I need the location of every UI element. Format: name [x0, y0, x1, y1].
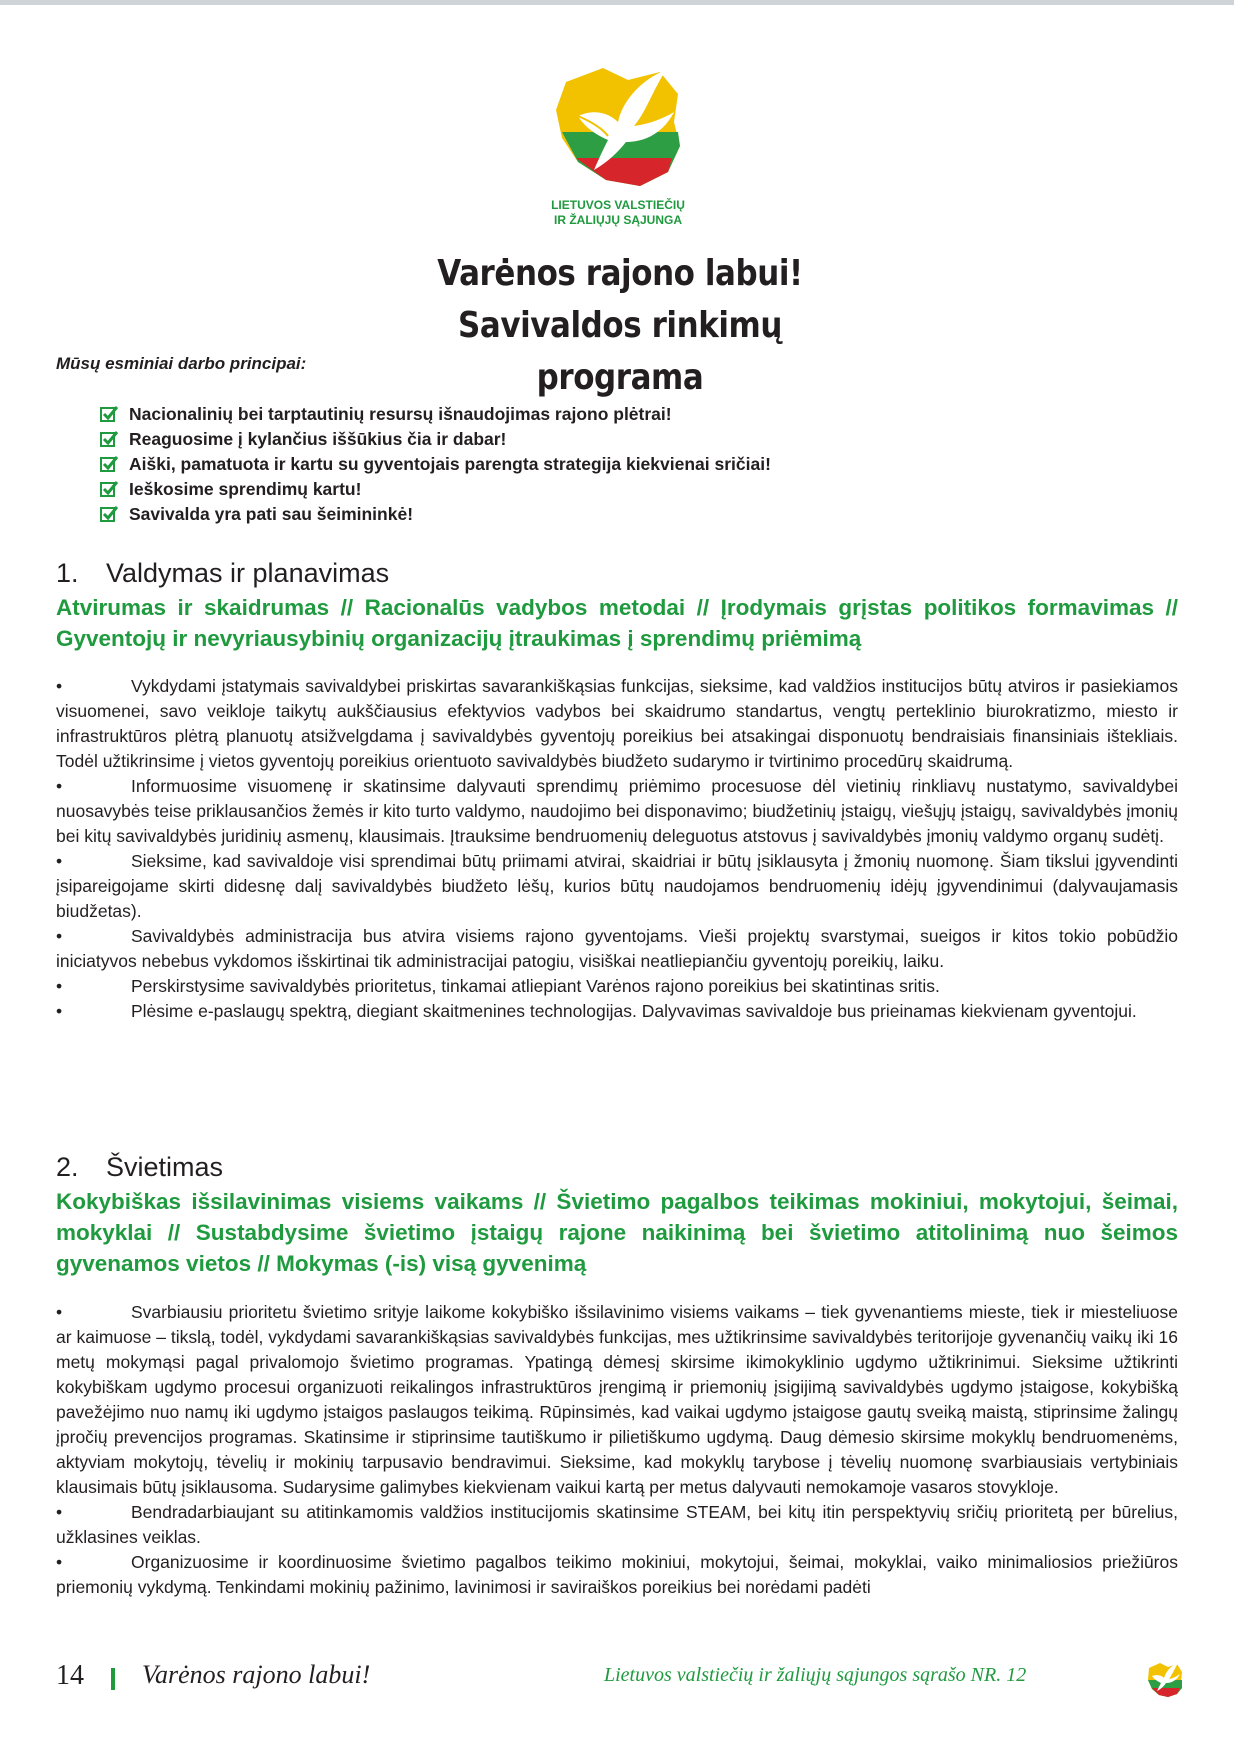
page-title	[371, 248, 870, 404]
section-2-paragraphs	[56, 1300, 1178, 1600]
checkbox-checked-icon	[100, 432, 115, 447]
principle-text: Nacionalinių bei tarptautinių resursų išnaudojimas rajono plėtrai!	[129, 404, 672, 424]
party-name-line1: LIETUVOS VALSTIEČIŲ	[551, 198, 685, 212]
page-number: 14	[56, 1660, 84, 1691]
section-2-heading	[56, 1152, 223, 1183]
page-footer	[56, 1660, 1178, 1700]
principle-item	[100, 502, 771, 527]
top-border	[0, 0, 1234, 5]
section-1-subtitle: Atvirumas ir skaidrumas // Racionalūs vadybos metodai // Įrodymais grįstas politikos formavimas // Gyventojų ir nevyriausybinių organizacijų įtraukimas į sprendimų priėmimą	[56, 595, 1178, 651]
principle-text: Ieškosime sprendimų kartu!	[129, 479, 362, 499]
checkbox-checked-icon	[100, 457, 115, 472]
paragraph: • Perskirstysime savivaldybės prioritetus, tinkamai atliepiant Varėnos rajono poreikius bei skatintinas sritis.	[56, 974, 1178, 999]
paragraph: • Plėsime e-paslaugų spektrą, diegiant skaitmenines technologijas. Dalyvavimas savivaldoje bus prieinamas kiekvienam gyventojui.	[56, 999, 1178, 1024]
party-name	[520, 198, 716, 228]
principle-item	[100, 402, 771, 427]
paragraph: • Bendradarbiaujant su atitinkamomis valdžios institucijomis skatinsime STEAM, bei kitų itin perspektyvių sričių prioritetą per būrelius, užklasines veiklas.	[56, 1500, 1178, 1550]
section-2-subtitle: Kokybiškas išsilavinimas visiems vaikams // Švietimo pagalbos teikimas mokiniui, mokytojui, šeimai, mokyklai // Sustabdysime švietimo įstaigų rajone naikinimą bei švietimo atitolinimą nuo šeimos gyvenamos vietos // Mokymas (-is) visą gyvenimą	[56, 1189, 1178, 1276]
footer-right-text: Lietuvos valstiečių ir žaliųjų sąjungos sąrašo NR. 12	[604, 1664, 1027, 1686]
principle-text: Savivalda yra pati sau šeimininkė!	[129, 504, 414, 524]
principle-item	[100, 452, 771, 477]
title-line2: Savivaldos rinkimų programa	[457, 305, 782, 398]
principle-item	[100, 427, 771, 452]
section-1-heading	[56, 558, 389, 589]
principle-text: Reaguosime į kylančius iššūkius čia ir dabar!	[129, 429, 507, 449]
section-number: 2.	[56, 1152, 79, 1182]
party-name-line2: IR ŽALIŲJŲ SĄJUNGA	[553, 213, 682, 227]
principle-item	[100, 477, 771, 502]
title-line1: Varėnos rajono labui!	[437, 253, 803, 294]
party-logo-small-icon	[1144, 1660, 1184, 1698]
section-title: Švietimas	[106, 1152, 224, 1182]
paragraph: • Svarbiausiu prioritetu švietimo srityje laikome kokybiško išsilavinimo visiems vaikams – tiek gyvenantiems mieste, tiek ir miesteliuose ar kaimuose – tikslą, todėl, vykdydami savarankiškąsias savivaldybės funkcijas, mes užtikrinsime savivaldybės teritorijoje gyvenančių vaikų iki 16 metų mokymąsi pagal privalomojo švietimo programas. Ypatingą dėmesį skirsime ikimokyklinio ugdymo užtikrinimui. Sieksime užtikrinti kokybiškam ugdymo procesui organizuoti reikalingos infrastruktūros įrengimą ir priemonių įsigijimą savivaldybės ugdymo įstaigose, kokybišką pavežėjimo nuo namų iki ugdymo įstaigos paslaugos teikimą. Rūpinsimės, kad vaikai ugdymo įstaigose gautų sveiką maistą, stiprinsime žalingų įpročių prevencijos programas. Skatinsime ir stiprinsime tautiškumo ir pilietiškumo ugdymą. Daug dėmesio skirsime mokyklų bendruomenėms, aktyviam mokytojų, tėvelių ir mokinių tarpusavio bendravimui. Sieksime, kad mokyklų tarybose į tėvelių nuomonę svarbiausiais vertybiniais klausimais būtų įsiklausoma. Sudarysime galimybes kiekvienam vaikui kartą per metus dalyvauti nemokamoje vasaros stovykloje.	[56, 1300, 1178, 1500]
paragraph: • Informuosime visuomenę ir skatinsime dalyvauti sprendimų priėmimo procesuose dėl vietinių rinkliavų nustatymo, savivaldybei nuosavybės teise priklausančios žemės ir kito turto valdymo, naudojimo bei disponavimo; biudžetinių įstaigų, viešųjų įstaigų, savivaldybės įmonių bei kitų savivaldybės juridinių asmenų, klausimais. Įtrauksime bendruomenių deleguotus atstovus į savivaldybės įmonių valdymo organų sudėtį.	[56, 774, 1178, 849]
principles-list	[100, 402, 771, 527]
section-1-paragraphs	[56, 674, 1178, 1024]
checkbox-checked-icon	[100, 507, 115, 522]
section-number: 1.	[56, 558, 79, 588]
party-logo-icon	[548, 62, 688, 192]
principles-label: Mūsų esminiai darbo principai:	[56, 354, 307, 373]
paragraph: • Savivaldybės administracija bus atvira visiems rajono gyventojams. Vieši projektų svarstymai, sueigos ir kitos tokio pobūdžio iniciatyvos nebebus vykdomos išskirtinai tik administracijai patogiu, visiškai neatliepiančiu gyventojų poreikių, laiku.	[56, 924, 1178, 974]
paragraph: • Vykdydami įstatymais savivaldybei priskirtas savarankiškąsias funkcijas, sieksime, kad valdžios institucijos būtų atviros ir pasiekiamos visuomenei, savo veikloje taikytų aukščiausius efektyvios vadybos bei skaidrumo standartus, vengtų perteklinio biurokratizmo, miesto ir infrastruktūros plėtrą planuotų atsižvelgdama į savivaldybės gyventojų poreikius bei atsakingai disponuotų bendraisiais finansiniais ištekliais. Todėl užtikrinsime į vietos gyventojų poreikius orientuoto savivaldybės biudžeto sudarymo ir tvirtinimo procedūrų skaidrumą.	[56, 674, 1178, 774]
checkbox-checked-icon	[100, 407, 115, 422]
section-title: Valdymas ir planavimas	[106, 558, 390, 588]
paragraph: • Sieksime, kad savivaldoje visi sprendimai būtų priimami atvirai, skaidriai ir būtų įsiklausyta į žmonių nuomonę. Šiam tikslui įgyvendinti įsipareigojame skirti didesnę dalį savivaldybės biudžeto lėšų, kurios būtų naudojamos bendruomenių idėjų įgyvendinimui (dalyvaujamasis biudžetas).	[56, 849, 1178, 924]
footer-left-text: Varėnos rajono labui!	[142, 1660, 371, 1689]
principle-text: Aiški, pamatuota ir kartu su gyventojais parengta strategija kiekvienai sričiai!	[129, 454, 771, 474]
footer-divider	[111, 1668, 115, 1690]
checkbox-checked-icon	[100, 482, 115, 497]
paragraph: • Organizuosime ir koordinuosime švietimo pagalbos teikimo mokiniui, mokytojui, šeimai, mokyklai, vaiko minimaliosios priežiūros priemonių vykdymą. Tenkindami mokinių pažinimo, lavinimosi ir saviraiškos poreikius bei norėdami padėti	[56, 1550, 1178, 1600]
